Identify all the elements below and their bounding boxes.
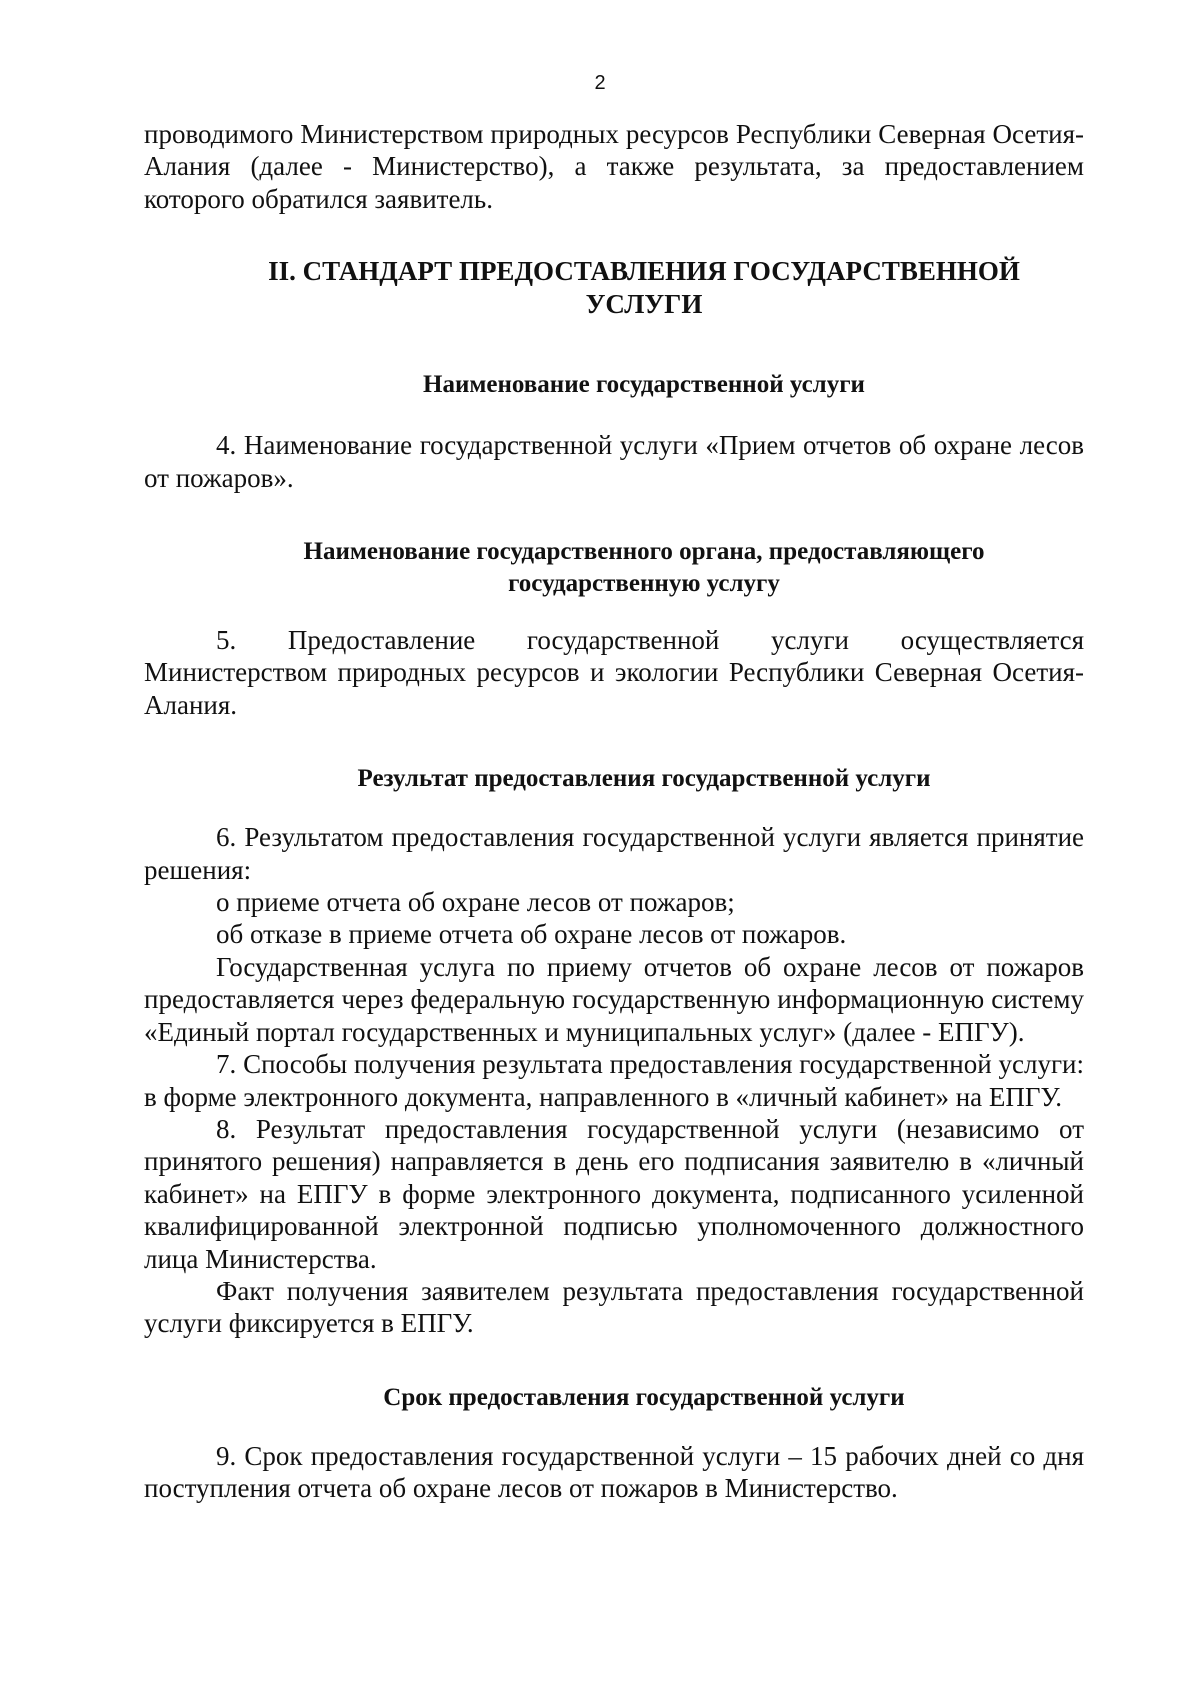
subsection-heading-line: Результат предоставления государственной услуги [357,765,931,793]
subsection-heading-line: Срок предоставления государственной услуги [383,1383,905,1411]
paragraph-5: 5. Предоставление государственной услуги осуществляется Министерством природных ресурсов и экологии Республики Северная Осетия-Алания. [144,625,1084,720]
paragraph-8-fact: Факт получения заявителем результата предоставления государственной услуги фиксируется в ЕПГУ. [144,1275,1084,1339]
intro-paragraph: проводимого Министерством природных ресурсов Республики Северная Осетия-Алания (далее - Министерство), а также результата, за предоставлением которого обратился заявитель. [144,119,1084,214]
section-title-line1: II. СТАНДАРТ ПРЕДОСТАВЛЕНИЯ ГОСУДАРСТВЕННОЙ [268,256,1020,287]
paragraph-6-epgu: Государственная услуга по приему отчетов об охране лесов от пожаров предоставляется через федеральную государственную информационную систему «Единый портал государственных и муниципальных услуг» (далее - ЕПГУ). [144,951,1084,1047]
subsection-heading-line: Наименование государственной услуги [423,371,865,399]
section-title [144,255,1084,321]
paragraph-7: 7. Способы получения результата предоставления государственной услуги: в форме электронного документа, направленного в «личный кабинет» на ЕПГУ. [144,1049,1084,1112]
subsection-heading-term [144,1382,1084,1414]
paragraph-8: 8. Результат предоставления государственной услуги (независимо от принятого решения) направляется в день его подписания заявителю в «личный кабинет» на ЕПГУ в форме электронного документа, подписанного усиленной квалифицированной электронной подписью уполномоченного должностного лица Министерства. [144,1113,1084,1274]
paragraph-9: 9. Срок предоставления государственной услуги – 15 рабочих дней со дня поступления отчета об охране лесов от пожаров в Министерство. [144,1440,1084,1504]
paragraph-6-option-accept: о приеме отчета об охране лесов от пожаров; [216,887,735,918]
paragraph-6-option-reject: об отказе в приеме отчета об охране лесов от пожаров. [216,919,847,950]
subsection-heading-organ [144,536,1084,600]
page-number: 2 [594,72,606,94]
paragraph-4: 4. Наименование государственной услуги «Прием отчетов об охране лесов от пожаров». [144,430,1084,493]
subsection-heading-name [144,369,1084,401]
subsection-heading-result [144,763,1084,795]
paragraph-6: 6. Результатом предоставления государственной услуги является принятие решения: [144,822,1084,885]
subsection-heading-line: государственную услугу [508,570,780,598]
document-body [144,118,1084,1505]
section-title-line2: УСЛУГИ [585,289,703,320]
subsection-heading-line: Наименование государственного органа, предоставляющего [303,538,985,566]
